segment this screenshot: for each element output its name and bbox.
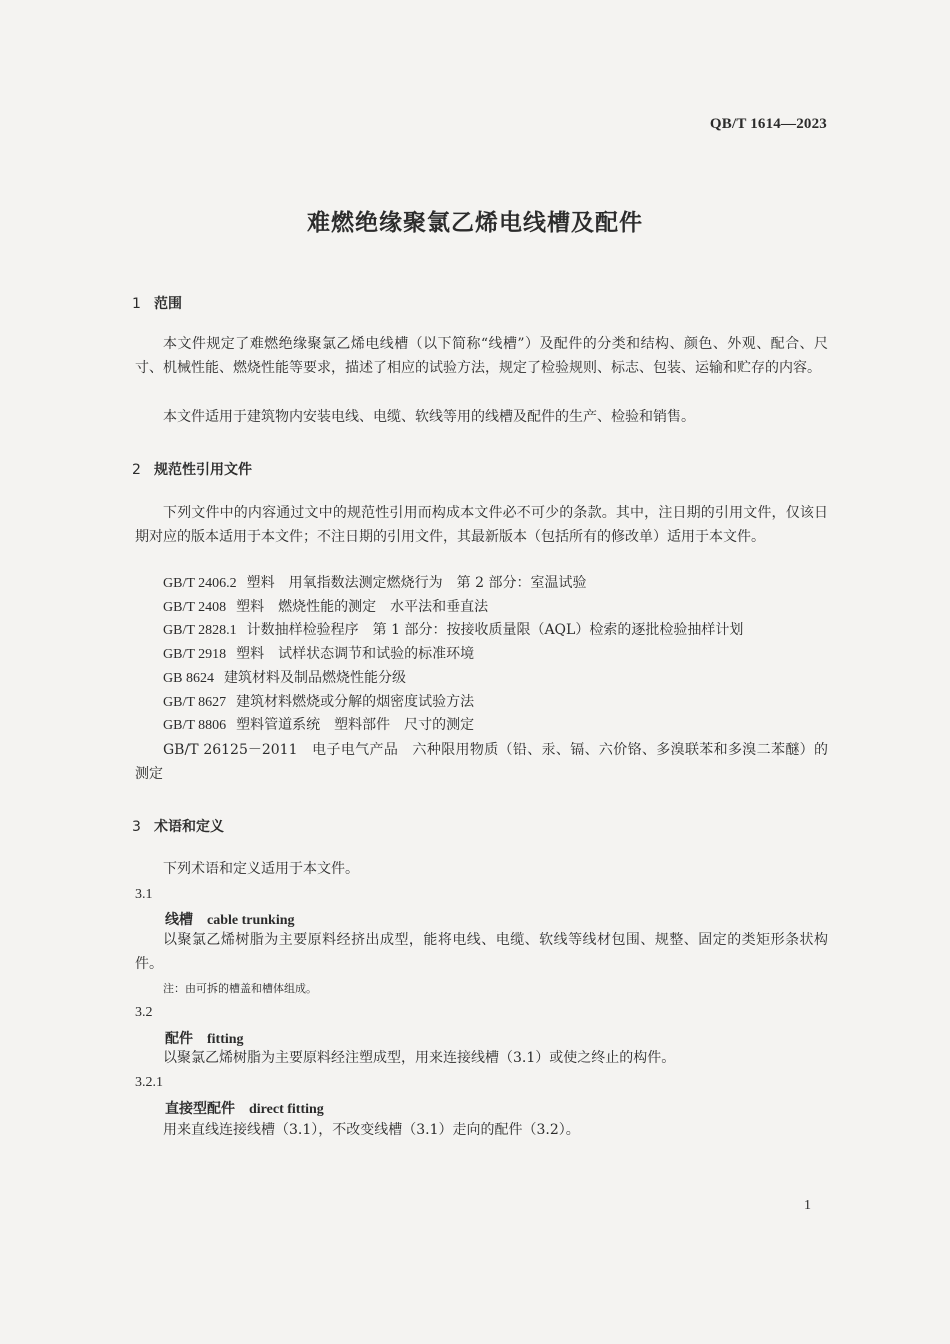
normative-references-intro: 下列文件中的内容通过文中的规范性引用而构成本文件必不可少的条款。其中，注日期的引用文件，仅该日期对应的版本适用于本文件；不注日期的引用文件，其最新版本（包括所有的修改单）适用于本文件。	[135, 505, 828, 545]
section-2-title: 规范性引用文件	[154, 462, 252, 478]
reference-title: 塑料 用氧指数法测定燃烧行为 第 2 部分：室温试验	[246, 575, 587, 591]
scope-paragraph-2: 本文件适用于建筑物内安装电线、电缆、软线等用的线槽及配件的生产、检验和销售。	[163, 409, 695, 425]
term-title-en: cable trunking	[207, 913, 295, 928]
section-2-number: 2	[132, 462, 141, 478]
reference-title: 塑料 试样状态调节和试验的标准环境	[236, 646, 475, 663]
document-title: 难燃绝缘聚氯乙烯电线槽及配件	[307, 210, 643, 236]
section-3-number: 3	[132, 819, 141, 835]
term-title	[165, 909, 295, 929]
reference-title: 塑料管道系统 塑料部件 尺寸的测定	[236, 717, 475, 734]
reference-code: GB 8624	[163, 670, 214, 686]
term-title-zh: 线槽	[165, 912, 193, 928]
section-2-heading	[132, 459, 252, 479]
reference-item	[163, 714, 743, 738]
reference-item	[163, 691, 743, 715]
term-number: 3.2	[135, 1005, 153, 1020]
term-title-zh: 直接型配件	[165, 1101, 235, 1117]
term-title	[165, 1098, 324, 1118]
reference-item	[163, 667, 743, 691]
reference-item	[163, 619, 743, 643]
reference-title: 塑料 燃烧性能的测定 水平法和垂直法	[236, 598, 489, 615]
reference-code: GB/T 2918	[163, 647, 227, 663]
reference-code: GB/T 8806	[163, 718, 227, 734]
term-title-en: fitting	[207, 1032, 244, 1047]
term-number: 3.2.1	[135, 1075, 163, 1090]
reference-title: 建筑材料燃烧或分解的烟密度试验方法	[236, 693, 475, 710]
reference-code: GB/T 2408	[163, 599, 227, 615]
section-1-heading	[132, 293, 182, 313]
term-definition: 用来直线连接线槽（3.1），不改变线槽（3.1）走向的配件（3.2）。	[163, 1122, 580, 1138]
section-3-heading	[132, 816, 224, 836]
reference-item	[163, 596, 743, 620]
reference-code: GB/T 2828.1	[163, 623, 237, 639]
reference-item	[163, 643, 743, 667]
section-3-title: 术语和定义	[154, 819, 224, 835]
reference-code: GB/T 8627	[163, 694, 227, 710]
term-definition: 以聚氯乙烯树脂为主要原料经挤出成型，能将电线、电缆、软线等线材包围、规整、固定的类矩形条状构件。	[135, 932, 828, 972]
scope-paragraph-1: 本文件规定了难燃绝缘聚氯乙烯电线槽（以下简称“线槽”）及配件的分类和结构、颜色、外观、配合、尺寸、机械性能、燃烧性能等要求，描述了相应的试验方法，规定了检验规则、标志、包装、运输和贮存的内容。	[135, 336, 828, 376]
reference-list	[163, 572, 743, 738]
reference-item	[163, 572, 743, 596]
section-1-title: 范围	[154, 296, 182, 312]
section-1-number: 1	[132, 296, 141, 312]
reference-title: 计数抽样检验程序 第 1 部分：按接收质量限（AQL）检索的逐批检验抽样计划	[246, 622, 744, 639]
page-number: 1	[804, 1198, 811, 1213]
reference-item-last: GB/T 26125－2011 电子电气产品 六种限用物质（铅、汞、镉、六价铬、多溴联苯和多溴二苯醚）的测定	[135, 742, 828, 782]
term-definition: 以聚氯乙烯树脂为主要原料经注塑成型，用来连接线槽（3.1）或使之终止的构件。	[163, 1050, 676, 1066]
term-title	[165, 1028, 244, 1048]
standard-code: QB/T 1614—2023	[709, 116, 827, 132]
term-number: 3.1	[135, 887, 153, 902]
terms-intro: 下列术语和定义适用于本文件。	[163, 861, 359, 877]
reference-code: GB/T 2406.2	[163, 576, 237, 591]
term-title-en: direct fitting	[249, 1102, 324, 1117]
term-title-zh: 配件	[165, 1031, 193, 1047]
term-note: 注：由可拆的槽盖和槽体组成。	[163, 982, 317, 995]
reference-title: 建筑材料及制品燃烧性能分级	[223, 669, 406, 686]
